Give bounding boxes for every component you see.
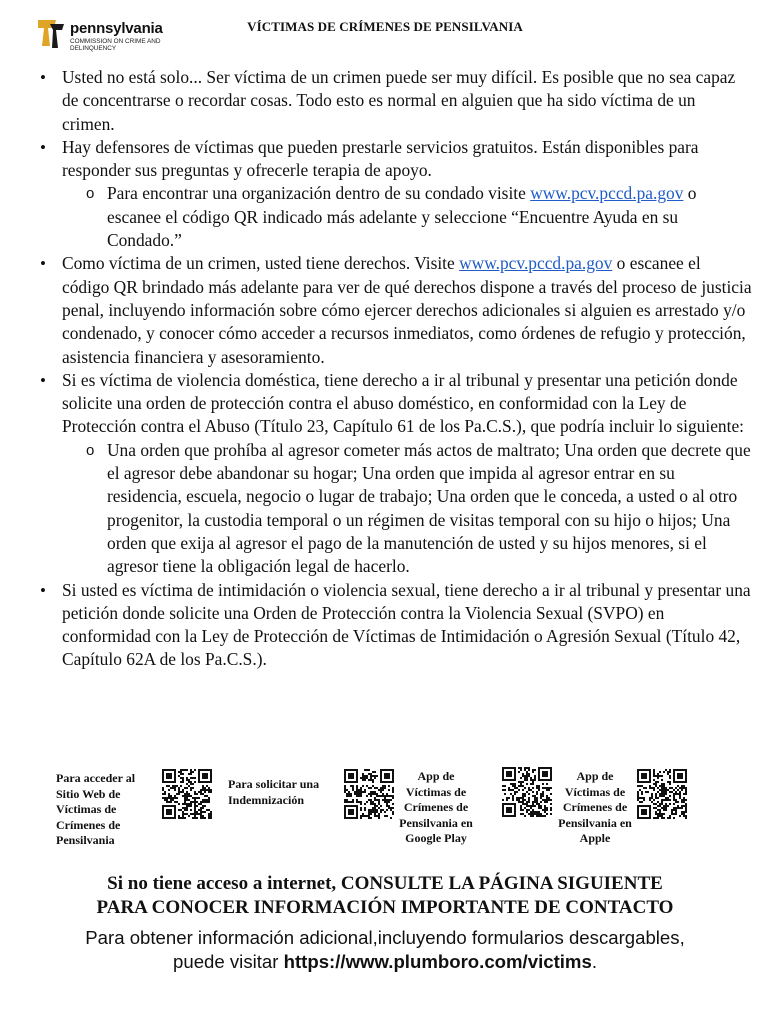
sub-text: Una orden que prohíba al agresor cometer más actos de maltrato; Una orden que decrete que el agresor debe abandonar su hogar; Una orden que impida al agresor entrar en su residencia, escuela, negocio o lugar de trabajo; Una orden que le conceda, a usted o al otro progenitor, la custodia temporal o un régimen de visitas temporal con su hijo o hijos; Una orden que exija al agresor el pago de la manutención de usted y su hijos menores, si el agresor tiene la obligación legal de hacerlo. — [107, 439, 751, 577]
qr-label-website: Para acceder al Sitio Web de Víctimas de Crímenes de Pensilvania — [56, 771, 136, 848]
page-title: VÍCTIMAS DE CRÍMENES DE PENSILVANIA — [247, 19, 523, 34]
notice-line: Si no tiene acceso a internet, CONSULTE LA PÁGINA SIGUIENTE — [107, 873, 663, 894]
qr-code-icon[interactable] — [637, 769, 687, 819]
more-info — [0, 926, 770, 974]
sub-list — [62, 182, 752, 252]
qr-codes-row — [52, 767, 752, 857]
bullet-text: Hay defensores de víctimas que pueden prestarle servicios gratuitos. Están disponibles para responder sus preguntas y ofrecerle terapia de apoyo. — [62, 136, 699, 181]
sub-list-item — [62, 182, 752, 252]
qr-code-icon[interactable] — [502, 767, 552, 817]
bullet-text: Si usted es víctima de intimidación o violencia sexual, tiene derecho a ir al tribunal y presentar una petición donde solicite una Orden de Protección contra la Violencia Sexual (SVPO) en conformidad con la Ley de Protección de Víctimas de Intimidación o Agresión Sexual (Título 42, Capítulo 62A de los Pa.C.S.). — [62, 579, 751, 670]
plumboro-url[interactable]: https://www.plumboro.com/victims — [283, 951, 592, 972]
pcv-website-link[interactable]: www.pcv.pccd.pa.gov — [459, 253, 613, 274]
notice-line: PARA CONOCER INFORMACIÓN IMPORTANTE DE CONTACTO — [96, 897, 674, 918]
list-item — [36, 136, 752, 252]
list-item — [36, 252, 752, 368]
bullet-text: Como víctima de un crimen, usted tiene derechos. Visite — [62, 253, 460, 274]
internet-notice — [0, 872, 770, 920]
bullet-text: o escanee el código QR brindado más adelante para ver de qué derechos dispone a través del proceso de justicia penal, incluyendo información sobre cómo ejercer derechos adicionales si alguien es arrestado y/o condenado, y conocer cómo acceder a recursos inmediatos, como órdenes de refugio y protección, asistencia financiera y asesoramiento. — [62, 253, 752, 367]
logo-subtitle: COMMISSION ON CRIME AND DELINQUENCY — [70, 38, 161, 52]
bullet-text: Si es víctima de violencia doméstica, tiene derecho a ir al tribunal y presentar una petición donde solicite una orden de protección contra el abuso doméstico, en conformidad con la Ley de Protección contra el Abuso (Título 23, Capítulo 61 de los Pa.C.S.), que podría incluir lo siguiente: — [62, 369, 744, 437]
qr-code-icon[interactable] — [162, 769, 212, 819]
document-body — [36, 66, 752, 672]
pcv-website-link[interactable]: www.pcv.pccd.pa.gov — [530, 183, 684, 204]
sub-list — [62, 439, 752, 579]
qr-label-google-play: App de Víctimas de Crímenes de Pensilvania en Google Play — [399, 769, 473, 846]
more-info-line — [0, 950, 770, 974]
sub-text: o escanee el código QR indicado más adelante y seleccione “Encuentre Ayuda en su Condado.” — [107, 183, 697, 251]
more-info-text: . — [591, 951, 597, 972]
qr-label-apple: App de Víctimas de Crímenes de Pensilvania en Apple — [558, 769, 632, 846]
sub-text: Para encontrar una organización dentro de su condado visite — [107, 183, 531, 204]
bullet-text: Usted no está solo... Ser víctima de un crimen puede ser muy difícil. Es posible que no sea capaz de concentrarse o recordar cosas. Todo esto es normal en alguien que ha sido víctima de un crimen. — [62, 67, 736, 134]
qr-code-icon[interactable] — [344, 769, 394, 819]
more-info-text: puede visitar — [173, 951, 284, 972]
list-item — [36, 66, 752, 136]
qr-label-compensation: Para solicitar una Indemnización — [228, 777, 320, 807]
list-item — [36, 369, 752, 579]
sub-list-item — [62, 439, 752, 579]
more-info-line: Para obtener información adicional,incluyendo formularios descargables, — [85, 927, 685, 948]
list-item — [36, 579, 752, 672]
bullet-list — [36, 66, 752, 672]
logo-name: pennsylvania — [70, 20, 163, 37]
